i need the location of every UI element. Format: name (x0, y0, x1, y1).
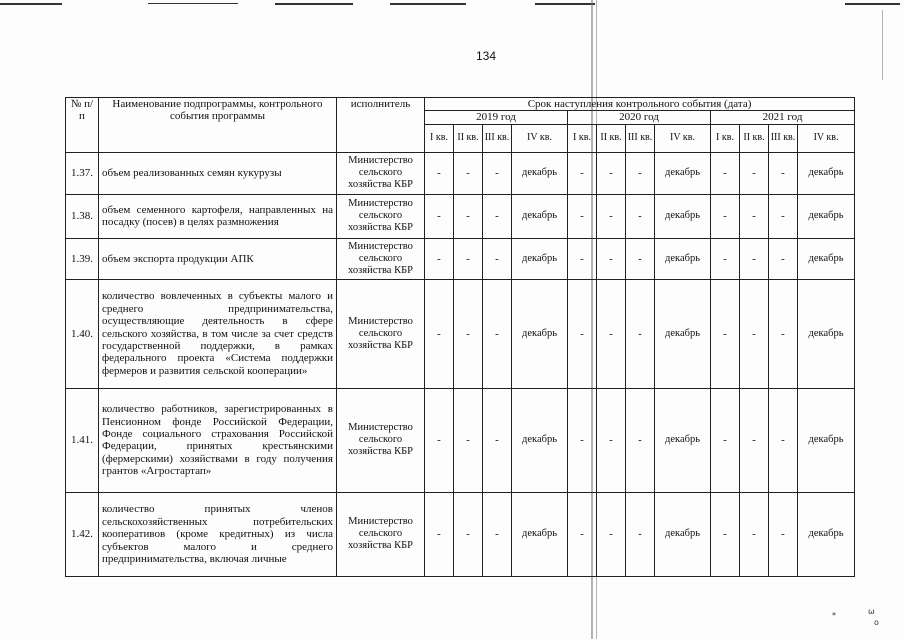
row-name: объем экспорта продукции АПК (99, 238, 337, 279)
page-number: 134 (475, 49, 497, 63)
quarter-cell: декабрь (798, 152, 855, 194)
header-year-2020: 2020 год (568, 111, 711, 124)
quarter-cell: - (425, 388, 454, 492)
row-name: объем реализованных семян кукурузы (99, 152, 337, 194)
quarter-cell: декабрь (798, 279, 855, 388)
header-quarter: IV кв. (655, 124, 711, 152)
quarter-cell: - (740, 388, 769, 492)
quarter-cell: - (626, 279, 655, 388)
quarter-cell: - (483, 492, 512, 576)
header-executor: исполнитель (337, 98, 425, 153)
quarter-cell: - (568, 194, 597, 238)
row-executor: Министерство сельского хозяйства КБР (337, 492, 425, 576)
row-executor: Министерство сельского хозяйства КБР (337, 279, 425, 388)
quarter-cell: - (769, 388, 798, 492)
quarter-cell: - (483, 194, 512, 238)
quarter-cell: - (711, 279, 740, 388)
table-row (66, 492, 855, 576)
quarter-cell: декабрь (512, 194, 568, 238)
quarter-cell: - (740, 152, 769, 194)
header-quarter: I кв. (711, 124, 740, 152)
quarter-cell: - (626, 388, 655, 492)
header-quarter: IV кв. (798, 124, 855, 152)
quarter-cell: - (454, 492, 483, 576)
header-quarter: I кв. (425, 124, 454, 152)
quarter-cell: - (769, 279, 798, 388)
header-quarter: II кв. (597, 124, 626, 152)
scan-mark: o (874, 618, 879, 627)
quarter-cell: декабрь (798, 194, 855, 238)
header-year-2021: 2021 год (711, 111, 855, 124)
header-quarter: IV кв. (512, 124, 568, 152)
header-quarter: II кв. (740, 124, 769, 152)
quarter-cell: - (483, 238, 512, 279)
quarter-cell: - (769, 492, 798, 576)
row-executor: Министерство сельского хозяйства КБР (337, 194, 425, 238)
quarter-cell: - (568, 492, 597, 576)
quarter-cell: - (740, 194, 769, 238)
row-number: 1.37. (66, 152, 99, 194)
quarter-cell: декабрь (512, 492, 568, 576)
header-quarter: III кв. (483, 124, 512, 152)
row-number: 1.41. (66, 388, 99, 492)
quarter-cell: - (597, 194, 626, 238)
quarter-cell: - (483, 279, 512, 388)
quarter-cell: - (740, 238, 769, 279)
quarter-cell: декабрь (655, 194, 711, 238)
quarter-cell: - (626, 152, 655, 194)
quarter-cell: - (454, 238, 483, 279)
quarter-cell: - (626, 194, 655, 238)
quarter-cell: - (769, 194, 798, 238)
quarter-cell: декабрь (512, 152, 568, 194)
quarter-cell: декабрь (512, 388, 568, 492)
quarter-cell: - (626, 492, 655, 576)
scan-top-line (148, 3, 238, 4)
quarter-cell: - (425, 279, 454, 388)
quarter-cell: - (483, 388, 512, 492)
quarter-cell: - (711, 388, 740, 492)
row-name: количество принятых членов сельскохозяйственных потребительских кооперативов (кроме кредитных) из числа субъектов малого и среднего предпринимательства, включая личные (99, 492, 337, 576)
row-number: 1.38. (66, 194, 99, 238)
quarter-cell: - (740, 279, 769, 388)
quarter-cell: - (425, 194, 454, 238)
scan-top-line (845, 3, 900, 5)
quarter-cell: - (597, 279, 626, 388)
quarter-cell: - (425, 492, 454, 576)
quarter-cell: - (454, 388, 483, 492)
quarter-cell: - (597, 388, 626, 492)
quarter-cell: - (568, 279, 597, 388)
quarter-cell: - (454, 152, 483, 194)
quarter-cell: декабрь (798, 388, 855, 492)
quarter-cell: декабрь (512, 279, 568, 388)
quarter-cell: - (711, 194, 740, 238)
quarter-cell: декабрь (655, 492, 711, 576)
table-row (66, 279, 855, 388)
header-name: Наименование подпрограммы, контрольного события программы (99, 98, 337, 153)
scan-top-line (0, 3, 62, 5)
table-row (66, 194, 855, 238)
quarter-cell: - (597, 152, 626, 194)
quarter-cell: - (425, 238, 454, 279)
quarter-cell: - (711, 152, 740, 194)
row-executor: Министерство сельского хозяйства КБР (337, 152, 425, 194)
quarter-cell: декабрь (655, 388, 711, 492)
header-quarter: III кв. (769, 124, 798, 152)
quarter-cell: - (769, 152, 798, 194)
quarter-cell: - (568, 152, 597, 194)
quarter-cell: - (597, 492, 626, 576)
header-quarter: III кв. (626, 124, 655, 152)
scan-mark: ω (868, 607, 875, 616)
scan-top-line (390, 3, 466, 5)
row-number: 1.39. (66, 238, 99, 279)
row-number: 1.42. (66, 492, 99, 576)
quarter-cell: - (740, 492, 769, 576)
quarter-cell: - (769, 238, 798, 279)
header-year-2019: 2019 год (425, 111, 568, 124)
row-executor: Министерство сельского хозяйства КБР (337, 388, 425, 492)
row-name: количество работников, зарегистрированных в Пенсионном фонде Российской Федерации, Фонде социального страхования Российской Федерации, принятых крестьянскими (фермерскими) хозяйствами в году получения грантов «Агростартап» (99, 388, 337, 492)
quarter-cell: декабрь (655, 152, 711, 194)
quarter-cell: декабрь (798, 492, 855, 576)
quarter-cell: - (483, 152, 512, 194)
scan-mark: * (832, 611, 836, 620)
quarter-cell: декабрь (798, 238, 855, 279)
quarter-cell: декабрь (655, 238, 711, 279)
quarter-cell: - (597, 238, 626, 279)
row-name: объем семенного картофеля, направленных на посадку (посев) в целях размножения (99, 194, 337, 238)
quarter-cell: - (711, 492, 740, 576)
scan-top-line (535, 3, 595, 5)
header-quarter: II кв. (454, 124, 483, 152)
header-number: № п/п (66, 98, 99, 153)
table-row (66, 238, 855, 279)
table-row (66, 152, 855, 194)
table-row (66, 388, 855, 492)
scan-top-line (275, 3, 353, 5)
header-deadline: Срок наступления контрольного события (дата) (425, 98, 855, 111)
quarter-cell: декабрь (512, 238, 568, 279)
row-executor: Министерство сельского хозяйства КБР (337, 238, 425, 279)
quarter-cell: - (568, 388, 597, 492)
header-quarter: I кв. (568, 124, 597, 152)
quarter-cell: - (568, 238, 597, 279)
quarter-cell: - (711, 238, 740, 279)
scan-edge-stripe (882, 10, 883, 80)
quarter-cell: декабрь (655, 279, 711, 388)
row-name: количество вовлеченных в субъекты малого и среднего предпринимательства, осуществляющие деятельность в сфере сельского хозяйства, в том числе за счет средств государственной поддержки, в рамках федерального проекта «Система поддержки фермеров и развития сельской кооперации» (99, 279, 337, 388)
table-body (66, 152, 855, 576)
quarter-cell: - (454, 279, 483, 388)
row-number: 1.40. (66, 279, 99, 388)
quarter-cell: - (454, 194, 483, 238)
quarter-cell: - (626, 238, 655, 279)
control-events-table (65, 97, 855, 577)
quarter-cell: - (425, 152, 454, 194)
